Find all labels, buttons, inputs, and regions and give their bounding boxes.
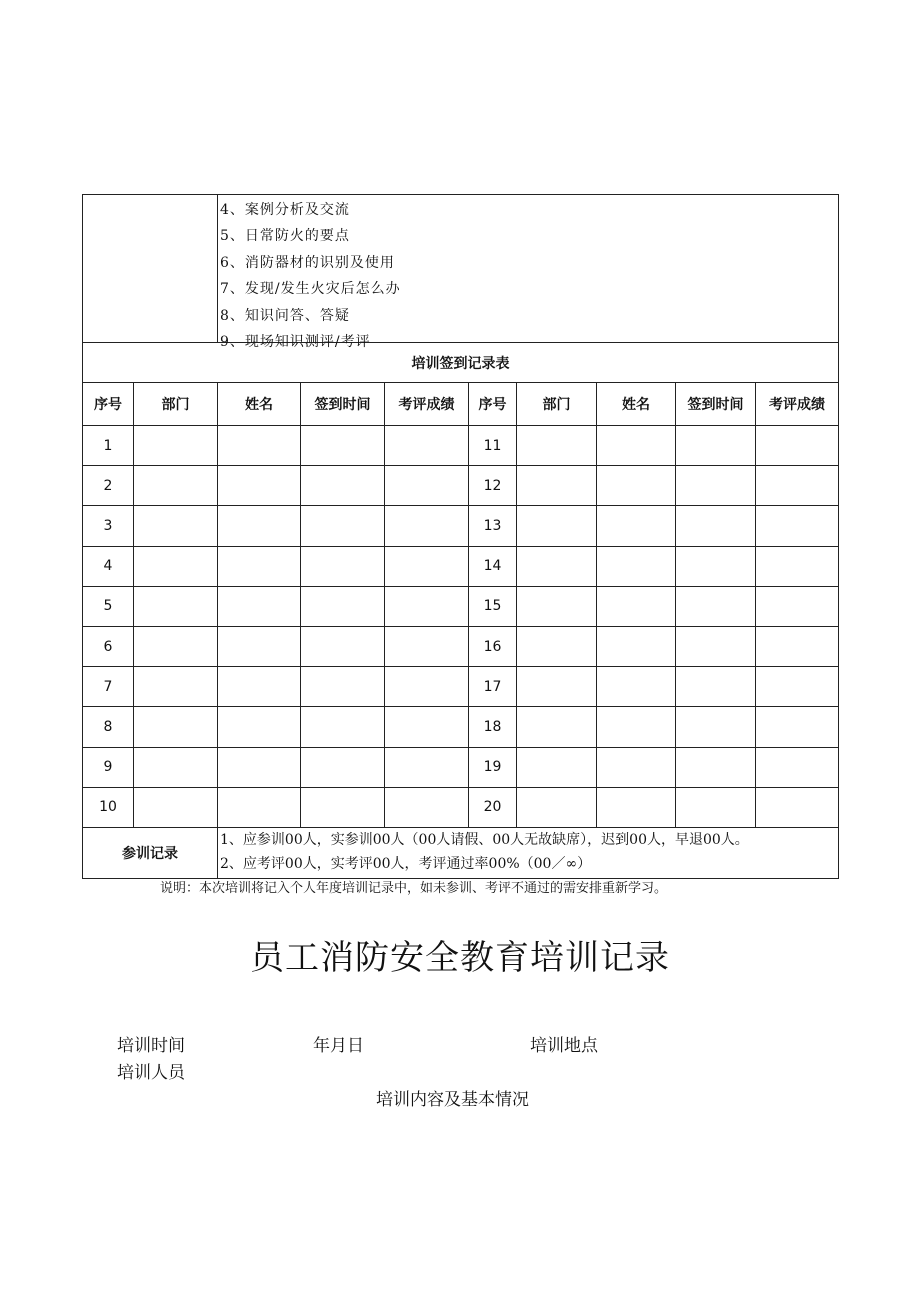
empty-cell — [134, 586, 218, 626]
empty-cell — [385, 667, 469, 707]
empty-cell — [597, 426, 676, 466]
empty-cell — [385, 506, 469, 546]
empty-cell — [218, 586, 301, 626]
empty-cell — [517, 667, 597, 707]
empty-cell — [756, 466, 839, 506]
empty-cell — [597, 506, 676, 546]
empty-cell — [517, 506, 597, 546]
empty-cell — [301, 667, 385, 707]
empty-cell — [385, 787, 469, 827]
empty-cell — [756, 546, 839, 586]
empty-cell — [134, 426, 218, 466]
empty-cell — [301, 787, 385, 827]
empty-cell — [301, 586, 385, 626]
column-header: 考评成绩 — [385, 383, 469, 426]
empty-cell — [676, 747, 756, 787]
training-record-table — [82, 194, 839, 879]
row-number: 2 — [83, 466, 134, 506]
empty-cell — [301, 707, 385, 747]
row-number: 10 — [83, 787, 134, 827]
training-staff-label: 培训人员 — [117, 1063, 185, 1083]
empty-cell — [517, 747, 597, 787]
empty-cell — [517, 426, 597, 466]
row-number: 18 — [469, 707, 517, 747]
empty-cell — [676, 787, 756, 827]
empty-cell — [134, 787, 218, 827]
row-number: 5 — [83, 586, 134, 626]
row-number: 19 — [469, 747, 517, 787]
row-number: 14 — [469, 546, 517, 586]
empty-cell — [676, 546, 756, 586]
row-number: 6 — [83, 626, 134, 666]
empty-cell — [756, 626, 839, 666]
empty-cell — [218, 506, 301, 546]
signin-table-title: 培训签到记录表 — [83, 343, 839, 383]
summary-label: 参训记录 — [83, 827, 218, 878]
content-item: 8、知识问答、答疑 — [220, 307, 350, 324]
row-number: 12 — [469, 466, 517, 506]
row-number: 3 — [83, 506, 134, 546]
empty-cell — [218, 747, 301, 787]
empty-cell — [676, 466, 756, 506]
empty-cell — [756, 747, 839, 787]
row-number: 15 — [469, 586, 517, 626]
summary-line-1: 1、应参训00人，实参训00人（00人请假、00人无故缺席），迟到00人，早退00人。 — [220, 831, 749, 848]
empty-cell — [597, 747, 676, 787]
signin-row — [83, 667, 839, 707]
row-number: 7 — [83, 667, 134, 707]
training-location-label: 培训地点 — [530, 1036, 598, 1056]
empty-cell — [676, 626, 756, 666]
content-item: 6、消防器材的识别及使用 — [220, 254, 395, 271]
empty-cell — [385, 747, 469, 787]
empty-cell — [301, 466, 385, 506]
empty-cell — [218, 466, 301, 506]
empty-cell — [756, 586, 839, 626]
empty-cell — [756, 426, 839, 466]
empty-cell — [134, 506, 218, 546]
empty-cell — [134, 667, 218, 707]
content-list — [218, 195, 838, 351]
empty-cell — [517, 707, 597, 747]
empty-cell — [218, 626, 301, 666]
empty-cell — [597, 546, 676, 586]
empty-cell — [134, 707, 218, 747]
column-header: 序号 — [83, 383, 134, 426]
content-item: 7、发现/发生火灾后怎么办 — [220, 281, 401, 298]
content-item: 5、日常防火的要点 — [220, 228, 350, 245]
row-number: 20 — [469, 787, 517, 827]
content-item: 9、现场知识测评/考评 — [220, 334, 371, 351]
content-item: 4、案例分析及交流 — [220, 202, 350, 218]
row-number: 9 — [83, 747, 134, 787]
empty-cell — [676, 506, 756, 546]
training-note: 说明：本次培训将记入个人年度培训记录中，如未参训、考评不通过的需安排重新学习。 — [160, 881, 668, 896]
empty-cell — [676, 426, 756, 466]
empty-cell — [756, 506, 839, 546]
empty-cell — [301, 546, 385, 586]
empty-cell — [517, 466, 597, 506]
signin-row — [83, 546, 839, 586]
empty-cell — [676, 707, 756, 747]
signin-row — [83, 586, 839, 626]
column-header: 签到时间 — [301, 383, 385, 426]
column-header: 部门 — [134, 383, 218, 426]
empty-cell — [301, 747, 385, 787]
signin-row — [83, 506, 839, 546]
summary-line-2: 2、应考评00人，实考评00人，考评通过率00%（00／∞） — [220, 855, 592, 872]
empty-cell — [385, 426, 469, 466]
signin-row — [83, 747, 839, 787]
empty-cell — [218, 426, 301, 466]
empty-cell — [756, 787, 839, 827]
signin-header-row — [83, 383, 839, 426]
empty-cell — [597, 787, 676, 827]
content-heading: 培训内容及基本情况 — [376, 1090, 529, 1110]
content-label-cell — [83, 195, 218, 343]
document-title: 员工消防安全教育培训记录 — [250, 938, 670, 978]
row-number: 8 — [83, 707, 134, 747]
empty-cell — [385, 626, 469, 666]
column-header: 部门 — [517, 383, 597, 426]
empty-cell — [517, 626, 597, 666]
empty-cell — [676, 586, 756, 626]
empty-cell — [597, 707, 676, 747]
empty-cell — [597, 667, 676, 707]
empty-cell — [218, 707, 301, 747]
empty-cell — [218, 667, 301, 707]
empty-cell — [597, 466, 676, 506]
row-number: 4 — [83, 546, 134, 586]
row-number: 16 — [469, 626, 517, 666]
signin-row — [83, 426, 839, 466]
empty-cell — [517, 546, 597, 586]
content-items-cell — [218, 195, 839, 351]
row-number: 17 — [469, 667, 517, 707]
empty-cell — [676, 667, 756, 707]
empty-cell — [134, 747, 218, 787]
empty-cell — [597, 626, 676, 666]
empty-cell — [517, 586, 597, 626]
signin-row — [83, 626, 839, 666]
empty-cell — [756, 707, 839, 747]
column-header: 姓名 — [218, 383, 301, 426]
column-header: 序号 — [469, 383, 517, 426]
empty-cell — [385, 586, 469, 626]
empty-cell — [218, 546, 301, 586]
empty-cell — [134, 626, 218, 666]
summary-lines — [218, 827, 839, 878]
signin-row — [83, 466, 839, 506]
empty-cell — [385, 466, 469, 506]
signin-body — [83, 426, 839, 828]
column-header: 考评成绩 — [756, 383, 839, 426]
signin-row — [83, 787, 839, 827]
empty-cell — [134, 466, 218, 506]
column-header: 签到时间 — [676, 383, 756, 426]
empty-cell — [385, 707, 469, 747]
empty-cell — [301, 626, 385, 666]
empty-cell — [385, 546, 469, 586]
empty-cell — [218, 787, 301, 827]
empty-cell — [301, 506, 385, 546]
row-number: 11 — [469, 426, 517, 466]
column-header: 姓名 — [597, 383, 676, 426]
empty-cell — [517, 787, 597, 827]
signin-row — [83, 707, 839, 747]
training-time-label: 培训时间 — [117, 1036, 185, 1056]
empty-cell — [134, 546, 218, 586]
empty-cell — [301, 426, 385, 466]
training-date-label: 年月日 — [313, 1036, 364, 1056]
empty-cell — [597, 586, 676, 626]
row-number: 13 — [469, 506, 517, 546]
row-number: 1 — [83, 426, 134, 466]
empty-cell — [756, 667, 839, 707]
